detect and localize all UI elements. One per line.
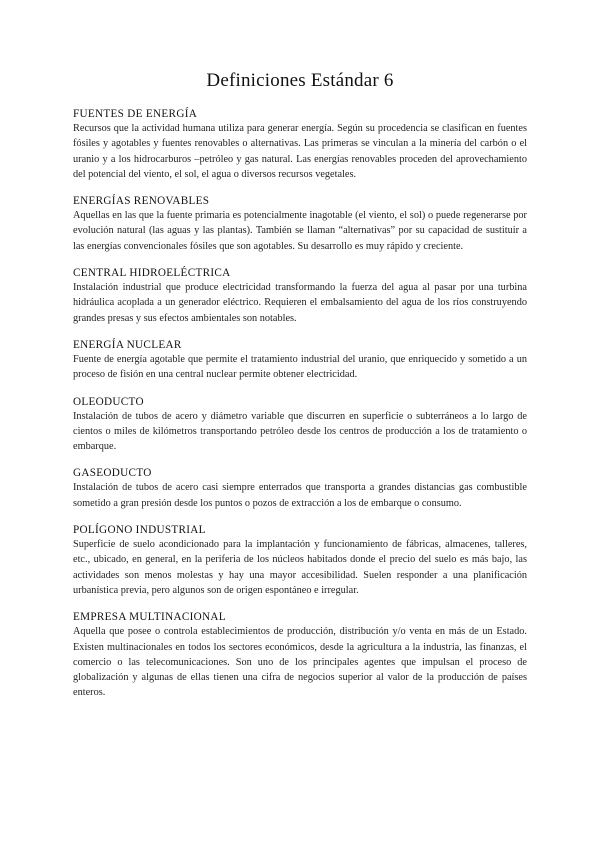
definition-body: Aquellas en las que la fuente primaria es potencialmente inagotable (el viento, el sol) o puede regenerarse por evolución natural (las aguas y las plantas). También se llaman “alternativas” por su capacidad de sustituir a las energías convencionales fósiles que son agotables. Su desarrollo es muy rápido y creciente. bbox=[73, 210, 527, 252]
definition-body: Fuente de energía agotable que permite el tratamiento industrial del uranio, que enriquecido y sometido a un proceso de fisión en una central nuclear permite obtener electricidad. bbox=[73, 353, 527, 381]
definition-heading: CENTRAL HIDROELÉCTRICA bbox=[73, 267, 231, 280]
definition-body: Aquella que posee o controla establecimientos de producción, distribución y/o venta en más de un Estado. Existen multinacionales en todos los sectores económicos, desde la agricultura a la industria, las finanzas, el comercio o las telecomunicaciones. Son uno de los principales agentes que impulsan el proceso de globalización y algunas de ellas tienen una cifra de negocios superior al valor de la producción de países enteros. bbox=[73, 626, 527, 699]
definition-body: Instalación de tubos de acero y diámetro variable que discurren en superficie o subterráneos a lo largo de cientos o miles de kilómetros transportando petróleo desde los centros de producción a los de tratamiento o embarque. bbox=[73, 410, 527, 453]
definition-energia-nuclear bbox=[73, 338, 527, 383]
definition-central-hidroelectrica bbox=[73, 266, 527, 326]
definition-heading: GASEODUCTO bbox=[73, 467, 152, 480]
definition-gaseoducto bbox=[73, 466, 527, 511]
definition-body: Superficie de suelo acondicionado para la implantación y funcionamiento de fábricas, almacenes, talleres, etc., ubicado, en general, en la periferia de los núcleos habitados donde el precio del suelo es más bajo, las actividades son menos molestas y hay una mayor accesibilidad. Suelen responder a una planificación urbanística previa, pero algunos son de origen espontáneo e irregular. bbox=[73, 539, 527, 596]
definition-heading: POLÍGONO INDUSTRIAL bbox=[73, 524, 206, 537]
definition-poligono-industrial bbox=[73, 523, 527, 598]
definition-heading: ENERGÍA NUCLEAR bbox=[73, 338, 182, 351]
definition-body: Instalación de tubos de acero casi siempre enterrados que transporta a grandes distancias gas combustible sometido a gran presión desde los puntos o pozos de extracción a los de embarque o consumo. bbox=[73, 482, 527, 509]
definition-energias-renovables bbox=[73, 194, 527, 254]
definition-empresa-multinacional bbox=[73, 610, 527, 700]
page-title: Definiciones Estándar 6 bbox=[206, 70, 394, 91]
definition-body: Recursos que la actividad humana utiliza para generar energía. Según su procedencia se clasifican en fuentes fósiles y agotables y fuentes renovables o alternativas. Las primeras se vinculan a la minería del carbón o el uranio y a los hidrocarburos –petróleo y gas natural. Las energías renovables proceden del aprovechamiento del potencial del viento, el sol, el agua o diversos recursos vegetales. bbox=[73, 123, 527, 180]
definition-fuentes-de-energia bbox=[73, 107, 527, 182]
definition-body: Instalación industrial que produce electricidad transformando la fuerza del agua al pasar por una turbina hidráulica acoplada a un generador eléctrico. Requieren el embalsamiento del agua de los ríos construyendo grandes presas y sus efectos ambientales son notables. bbox=[73, 282, 527, 324]
document-page bbox=[73, 70, 527, 713]
definition-oleoducto bbox=[73, 395, 527, 455]
definition-heading: EMPRESA MULTINACIONAL bbox=[73, 611, 226, 624]
definition-heading: OLEODUCTO bbox=[73, 395, 144, 408]
definition-heading: FUENTES DE ENERGÍA bbox=[73, 108, 198, 120]
definition-heading: ENERGÍAS RENOVABLES bbox=[73, 195, 210, 208]
